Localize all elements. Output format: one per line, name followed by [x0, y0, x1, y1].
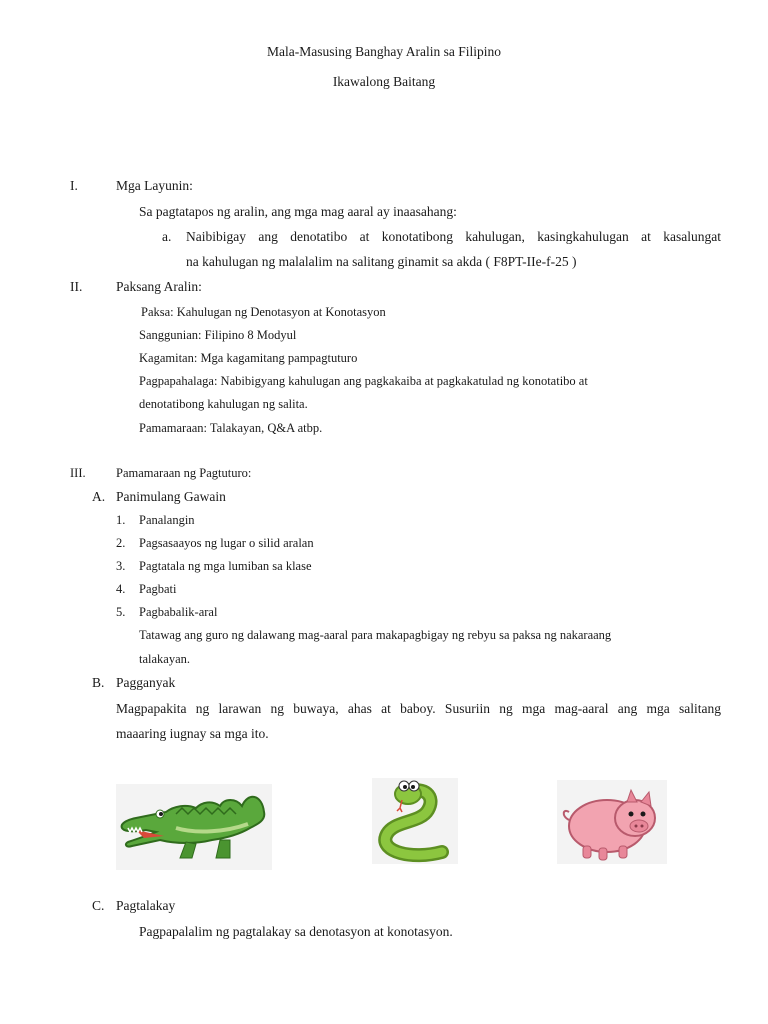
subsection-b-marker: B.	[92, 675, 105, 690]
subsection-a-marker: A.	[92, 489, 106, 504]
objective-a-line1: Naibibigay ang denotatibo at konotatibong kahulugan, kasingkahulugan at kasalungat	[186, 229, 721, 244]
objective-a-line2: na kahulugan ng malalalim na salitang ginamit sa akda ( F8PT-IIe-f-25 )	[186, 254, 577, 269]
objectives-intro: Sa pagtatapos ng aralin, ang mga mag aaral ay inaasahang:	[139, 204, 457, 219]
step-2-number: 2.	[116, 536, 126, 550]
snake-image	[372, 778, 458, 864]
section-2-heading: Paksang Aralin:	[116, 279, 202, 294]
step-1-text: Panalangin	[139, 513, 195, 527]
step-4-text: Pagbati	[139, 582, 177, 596]
snake-icon	[372, 778, 458, 864]
subsection-b-heading: Pagganyak	[116, 675, 176, 690]
step-4-number: 4.	[116, 582, 126, 596]
objective-a-marker: a.	[162, 229, 172, 244]
grade-level: Ikawalong Baitang	[332, 74, 436, 89]
step-2-text: Pagsasaayos ng lugar o silid aralan	[139, 536, 314, 550]
section-1-heading: Mga Layunin:	[116, 178, 193, 193]
review-line2: talakayan.	[139, 652, 191, 666]
subsection-a-heading: Panimulang Gawain	[116, 489, 226, 504]
sanggunian-line: Sanggunian: Filipino 8 Modyul	[139, 328, 297, 342]
review-line1: Tatawag ang guro ng dalawang mag-aaral para makapagbigay ng rebyu sa paksa ng nakaraang	[139, 628, 612, 642]
pamamaraan-line: Pamamaraan: Talakayan, Q&A atbp.	[139, 421, 323, 435]
pig-icon	[557, 780, 667, 864]
section-3-numeral: III.	[70, 466, 86, 480]
crocodile-image	[116, 784, 272, 870]
pagtalakay-line: Pagpapalalim ng pagtalakay sa denotasyon at konotasyon.	[139, 924, 453, 939]
step-5-text: Pagbabalik-aral	[139, 605, 218, 619]
step-1-number: 1.	[116, 513, 126, 527]
document-title: Mala-Masusing Banghay Aralin sa Filipino	[267, 44, 501, 59]
pagganyak-line2: maaaring iugnay sa mga ito.	[116, 726, 269, 741]
pagpapahalaga-line2: denotatibong kahulugan ng salita.	[139, 397, 308, 411]
pagpapahalaga-line1: Pagpapahalaga: Nabibigyang kahulugan ang pagkakaiba at pagkakatulad ng konotatibo at	[139, 374, 588, 388]
paksa-line: Paksa: Kahulugan ng Denotasyon at Konotasyon	[141, 305, 386, 319]
kagamitan-line: Kagamitan: Mga kagamitang pampagtuturo	[139, 351, 358, 365]
pig-image	[557, 780, 667, 864]
section-2-numeral: II.	[70, 279, 83, 294]
section-1-numeral: I.	[70, 178, 78, 193]
step-5-number: 5.	[116, 605, 126, 619]
crocodile-icon	[116, 784, 272, 870]
subsection-c-marker: C.	[92, 898, 105, 913]
section-3-heading: Pamamaraan ng Pagtuturo:	[116, 466, 252, 480]
pagganyak-line1: Magpapakita ng larawan ng buwaya, ahas at baboy. Susuriin ng mga mag-aaral ang mga salitang	[116, 701, 721, 716]
subsection-c-heading: Pagtalakay	[116, 898, 176, 913]
step-3-number: 3.	[116, 559, 126, 573]
step-3-text: Pagtatala ng mga lumiban sa klase	[139, 559, 312, 573]
